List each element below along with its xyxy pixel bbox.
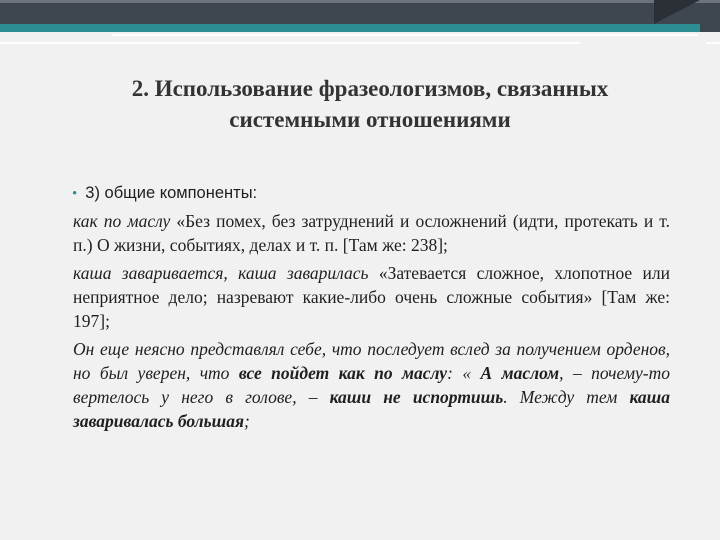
example-text: Он еще неясно представлял себе, что последует вслед за получением орденов, но был уверен, что: [73, 339, 670, 383]
idiom-term: как по маслу: [73, 211, 171, 231]
idiom-definition: «Затевается сложное, хлопотное или неприятное дело; назревают какие-либо очень сложные события» [Там же: 197];: [73, 263, 670, 331]
slide-title: [60, 73, 680, 135]
example-highlight: каша заваривалась большая: [73, 387, 670, 431]
bullet-text: 3) общие компоненты:: [85, 184, 258, 202]
divider-line: [706, 42, 720, 44]
idiom-definition: «Без помех, без затруднений и осложнений (идти, протекать и т. п.) О жизни, событиях, делах и т. п. [Там же: 238];: [73, 211, 670, 255]
accent-bar: [0, 24, 700, 32]
header-bar: [0, 0, 720, 24]
example-paragraph: [73, 337, 670, 433]
example-highlight: каши не испортишь: [329, 387, 504, 407]
slide-title-line: 2. Использование фразеологизмов, связанных: [131, 76, 609, 101]
example-text: . Между тем: [503, 387, 630, 407]
example-text: , – почему-то вертелось у него в голове, –: [73, 363, 671, 407]
example-text: : «: [447, 363, 481, 383]
definition-paragraph: [73, 261, 670, 333]
slide-title-line: системными отношениями: [229, 107, 511, 132]
bullet-item: [72, 181, 670, 206]
definition-paragraph: [73, 209, 670, 257]
example-text: ;: [243, 411, 250, 431]
divider-line: [0, 42, 580, 44]
slide-content: [73, 181, 670, 433]
accent-bar-end: [700, 24, 720, 32]
divider-line: [112, 34, 698, 36]
bullet-icon: •: [72, 186, 78, 202]
example-highlight: А маслом: [480, 363, 560, 383]
header-bar-edge: [0, 0, 720, 3]
header-notch: [654, 0, 700, 24]
example-highlight: все пойдет как по маслу: [238, 363, 448, 383]
idiom-term: каша заваривается, каша заварилась: [73, 263, 369, 283]
